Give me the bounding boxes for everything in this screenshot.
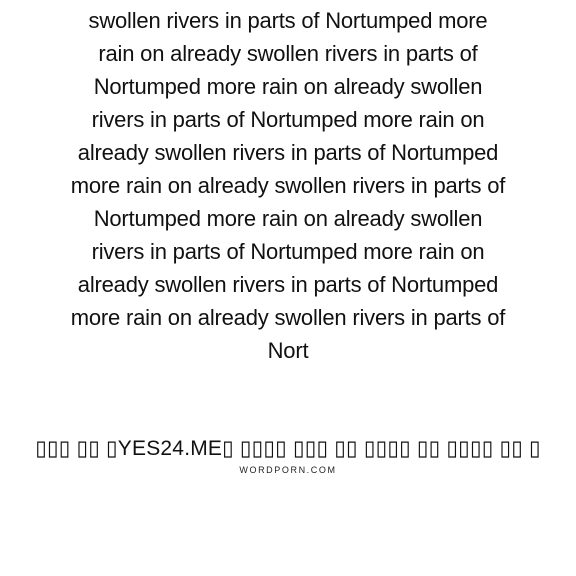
quote-line: rivers in parts of Nortumped more rain on — [91, 107, 485, 132]
quote-line: rivers in parts of Nortumped more rain on — [91, 239, 485, 264]
quote-line: Nortumped more rain on already swollen — [93, 74, 483, 99]
quote-line: Nort — [267, 338, 309, 363]
quote-line: more rain on already swollen rivers in parts of — [70, 305, 506, 330]
quote-line: swollen rivers in parts of Nortumped more — [88, 8, 488, 33]
quote-line: rain on already swollen rivers in parts of — [98, 41, 478, 66]
quote-line: Nortumped more rain on already swollen — [93, 206, 483, 231]
quote-line: more rain on already swollen rivers in parts of — [70, 173, 506, 198]
watermark-text: WORDPORN.COM — [239, 465, 337, 475]
author-line: ▯▯▯ ▯▯ ▯YES24.ME▯ ▯▯▯▯ ▯▯▯ ▯▯ ▯▯▯▯ ▯▯ ▯▯▯▯ ▯▯ ▯ — [35, 437, 541, 460]
quote-line: already swollen rivers in parts of Nortumped — [77, 272, 499, 297]
quote-text — [48, 4, 528, 367]
quote-line: already swollen rivers in parts of Nortumped — [77, 140, 499, 165]
